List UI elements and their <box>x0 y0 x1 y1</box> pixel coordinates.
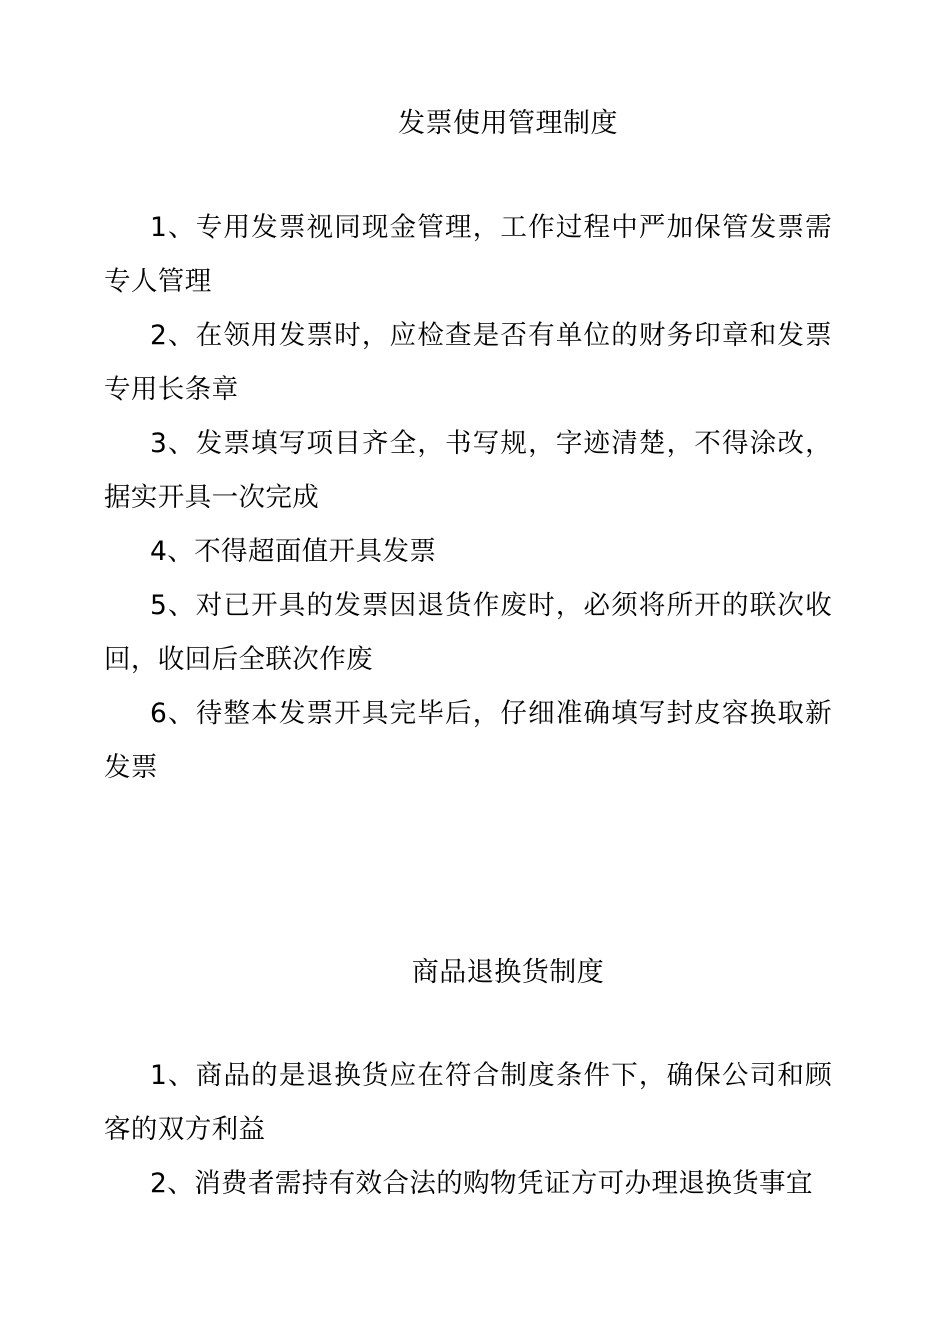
list-item: 2、在领用发票时，应检查是否有单位的财务印章和发票专用长条章 <box>104 320 832 405</box>
list-item: 5、对已开具的发票因退货作废时，必须将所开的联次收回，收回后全联次作废 <box>104 590 832 675</box>
list-item: 2、消费者需持有效合法的购物凭证方可办理退换货事宜 <box>150 1168 813 1199</box>
list-item: 4、不得超面值开具发票 <box>150 536 437 567</box>
section-title-returns: 商品退换货制度 <box>411 957 605 988</box>
section-body-returns <box>104 1049 832 1211</box>
list-item: 1、商品的是退换货应在符合制度条件下，确保公司和顾客的双方利益 <box>104 1060 832 1145</box>
section-title-invoice: 发票使用管理制度 <box>398 108 618 139</box>
section-body-invoice <box>104 201 832 795</box>
list-item: 6、待整本发票开具完毕后，仔细准确填写封皮容换取新发票 <box>104 698 832 783</box>
list-item: 3、发票填写项目齐全，书写规，字迹清楚，不得涂改，据实开具一次完成 <box>104 428 832 513</box>
list-item: 1、专用发票视同现金管理，工作过程中严加保管发票需专人管理 <box>104 212 832 297</box>
